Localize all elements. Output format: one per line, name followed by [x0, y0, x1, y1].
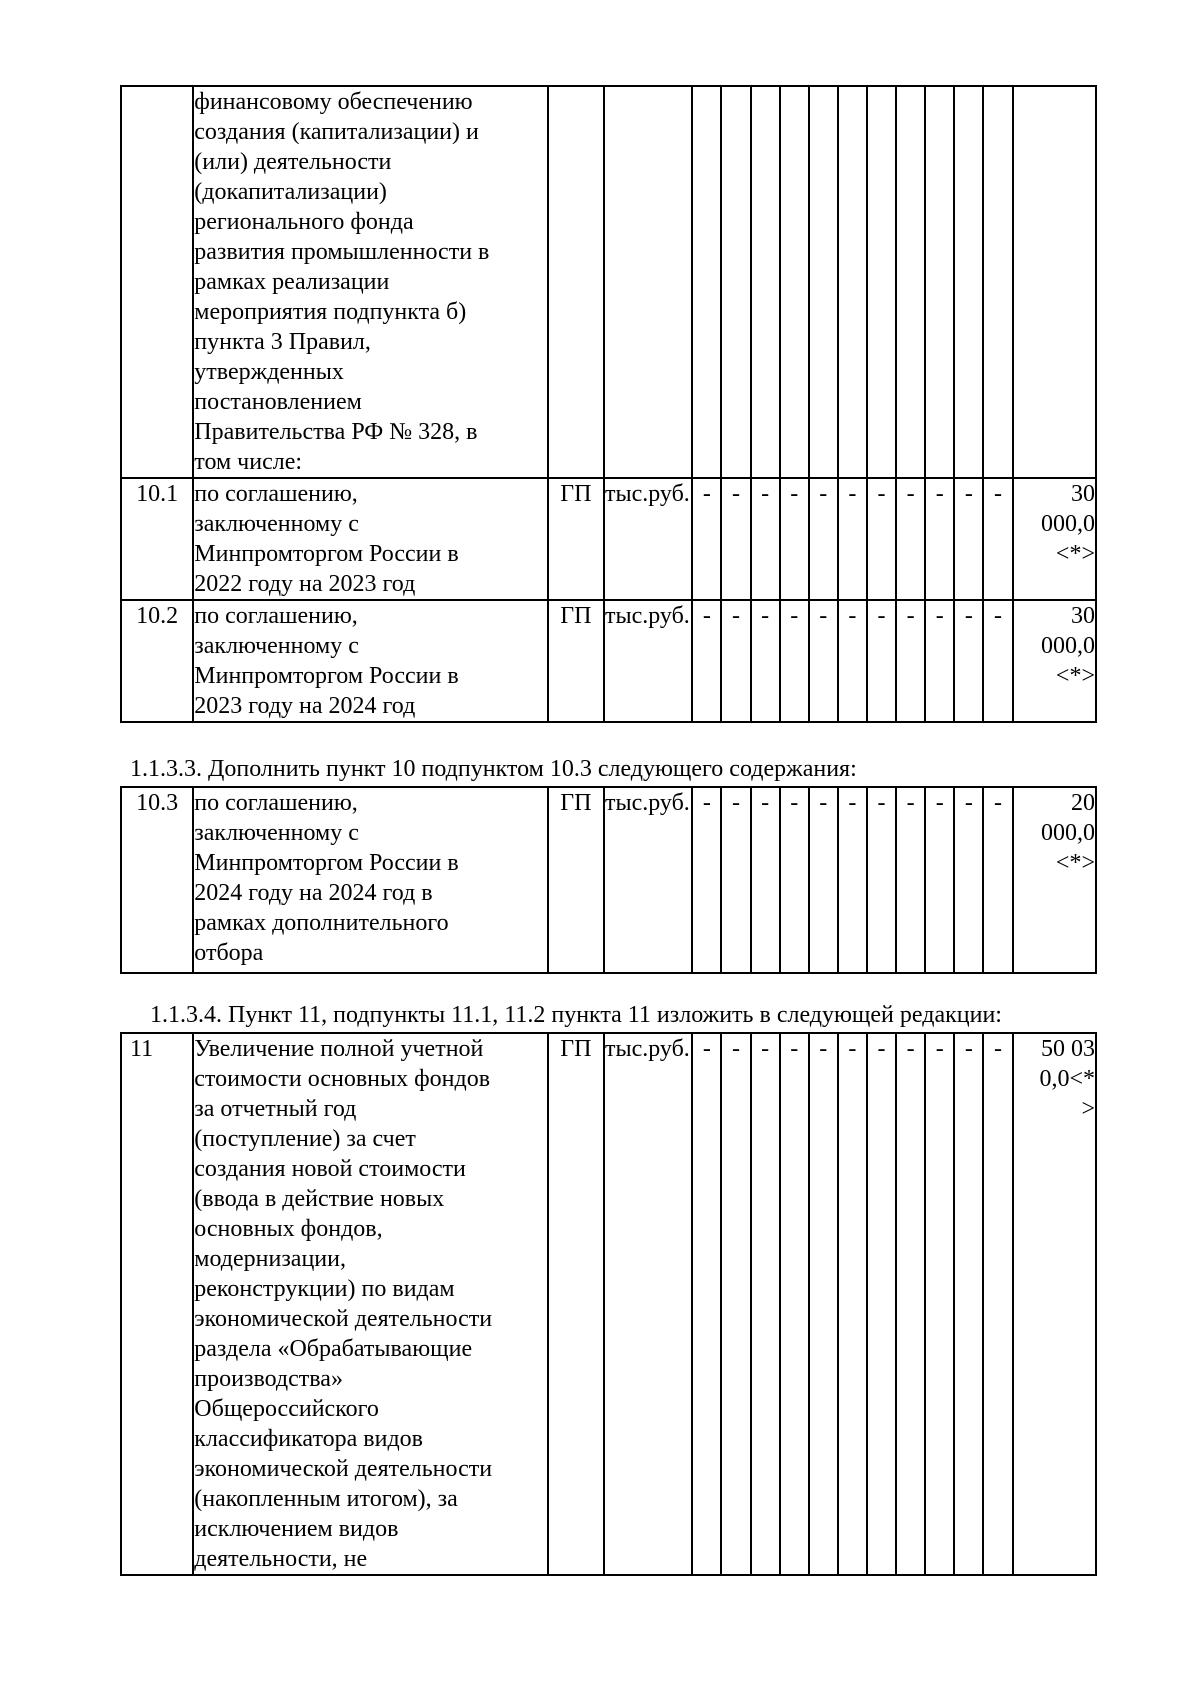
year-value-cell: -	[896, 787, 925, 973]
text-line: заключенному с	[194, 511, 359, 537]
text-line: производства»	[194, 1366, 343, 1392]
text-line: мероприятия подпункта б)	[194, 299, 467, 325]
text-line: заключенному с	[194, 820, 359, 846]
text-line: (поступление) за счет	[194, 1126, 416, 1152]
text-line: регионального фонда	[194, 209, 414, 235]
text-line: отбора	[194, 940, 264, 966]
row-number: 10.1	[121, 478, 193, 600]
text-line: 2024 году на 2024 год в	[194, 880, 433, 906]
year-value-cell: -	[721, 478, 750, 600]
text-line: модернизации,	[194, 1246, 346, 1272]
year-value-cell: -	[954, 600, 983, 722]
text-line: руб.	[648, 790, 690, 816]
year-value-cell: -	[925, 787, 954, 973]
row-number: 10.3	[121, 787, 193, 973]
year-value-cell: -	[780, 600, 809, 722]
text-line: <*>	[1055, 663, 1095, 689]
year-value-cell: -	[954, 787, 983, 973]
year-value-cell	[925, 86, 954, 478]
text-line: (накопленным итогом), за	[194, 1486, 458, 1512]
text-line: пункта 3 Правил,	[194, 329, 371, 355]
year-value-cell: -	[751, 1033, 780, 1575]
text-line: <*>	[1055, 850, 1095, 876]
year-value-cell: -	[983, 478, 1012, 600]
text-line: Минпромторгом России в	[194, 663, 459, 689]
text-line: >	[1081, 1096, 1095, 1122]
year-value-cell: -	[925, 600, 954, 722]
year-value-cell: -	[983, 600, 1012, 722]
text-line: финансовому обеспечению	[194, 89, 473, 115]
row-number	[121, 86, 193, 478]
year-value-cell	[809, 86, 838, 478]
text-line: 30	[1071, 603, 1095, 629]
text-line: по соглашению,	[194, 481, 358, 507]
text-line: 30	[1071, 481, 1095, 507]
responsible-cell: ГП	[548, 787, 604, 973]
unit-cell	[604, 787, 692, 973]
table-10-3	[120, 786, 1097, 974]
row-number: 11	[121, 1033, 193, 1575]
year-value-cell: -	[692, 600, 721, 722]
row-description	[193, 86, 547, 478]
text-line: Общероссийского	[194, 1396, 379, 1422]
year-value-cell: -	[721, 787, 750, 973]
table-row	[121, 478, 1096, 600]
text-line: 000,0	[1041, 820, 1095, 846]
text-line: создания новой стоимости	[194, 1156, 466, 1182]
text-line: основных фондов,	[194, 1216, 383, 1242]
year-value-cell: -	[867, 1033, 896, 1575]
row-description	[193, 478, 547, 600]
year-value-cell: -	[809, 600, 838, 722]
year-value-cell: -	[867, 478, 896, 600]
year-value-cell: -	[838, 600, 867, 722]
text-line: (ввода в действие новых	[194, 1186, 445, 1212]
instruction-10-3: 1.1.3.3. Дополнить пункт 10 подпунктом 10.3 следующего содержания:	[130, 756, 857, 782]
text-line: руб.	[648, 603, 690, 629]
year-value-cell: -	[692, 478, 721, 600]
text-line: тыс.	[604, 603, 649, 629]
row-number: 10.2	[121, 600, 193, 722]
text-line: создания (капитализации) и	[194, 119, 479, 145]
text-line: 2023 году на 2024 год	[194, 693, 416, 719]
year-value-cell: -	[780, 1033, 809, 1575]
year-value-cell	[954, 86, 983, 478]
text-line: 0,0<*	[1039, 1066, 1095, 1092]
responsible-cell	[548, 86, 604, 478]
table-row	[121, 787, 1096, 973]
year-value-cell: -	[721, 600, 750, 722]
year-value-cell: -	[954, 1033, 983, 1575]
year-value-cell: -	[896, 478, 925, 600]
year-value-cell	[751, 86, 780, 478]
year-value-cell: -	[780, 478, 809, 600]
text-line: 000,0	[1041, 633, 1095, 659]
table-continued	[120, 85, 1097, 723]
text-line: реконструкции) по видам	[194, 1276, 455, 1302]
row-description	[193, 600, 547, 722]
year-value-cell: -	[896, 600, 925, 722]
text-line: стоимости основных фондов	[194, 1066, 491, 1092]
year-value-cell: -	[983, 1033, 1012, 1575]
text-line: руб.	[648, 481, 690, 507]
text-line: <*>	[1055, 541, 1095, 567]
text-line: экономической деятельности	[194, 1456, 493, 1482]
unit-cell	[604, 478, 692, 600]
text-line: экономической деятельности	[194, 1306, 493, 1332]
year-value-cell	[867, 86, 896, 478]
table-item-11	[120, 1032, 1097, 1576]
total-value-cell	[1013, 86, 1096, 478]
year-value-cell	[896, 86, 925, 478]
text-line: Правительства РФ № 328, в	[194, 419, 478, 445]
year-value-cell: -	[983, 787, 1012, 973]
text-line: постановлением	[194, 389, 362, 415]
text-line: исключением видов	[194, 1516, 399, 1542]
text-line: Увеличение полной учетной	[194, 1036, 484, 1062]
text-line: тыс.	[604, 1036, 649, 1062]
year-value-cell: -	[867, 787, 896, 973]
year-value-cell	[692, 86, 721, 478]
year-value-cell: -	[809, 787, 838, 973]
total-value-cell	[1013, 1033, 1096, 1575]
year-value-cell: -	[954, 478, 983, 600]
year-value-cell: -	[780, 787, 809, 973]
year-value-cell	[983, 86, 1012, 478]
text-line: по соглашению,	[194, 603, 358, 629]
year-value-cell: -	[838, 478, 867, 600]
year-value-cell: -	[809, 478, 838, 600]
year-value-cell: -	[751, 478, 780, 600]
responsible-cell: ГП	[548, 600, 604, 722]
responsible-cell: ГП	[548, 478, 604, 600]
text-line: заключенному с	[194, 633, 359, 659]
year-value-cell: -	[925, 1033, 954, 1575]
text-line: том числе:	[194, 449, 303, 475]
text-line: руб.	[648, 1036, 690, 1062]
unit-cell	[604, 600, 692, 722]
text-line: (или) деятельности	[194, 149, 392, 175]
year-value-cell: -	[751, 787, 780, 973]
text-line: 000,0	[1041, 511, 1095, 537]
total-value-cell	[1013, 787, 1096, 973]
year-value-cell: -	[751, 600, 780, 722]
text-line: деятельности, не	[194, 1546, 368, 1572]
year-value-cell: -	[692, 787, 721, 973]
row-description	[193, 1033, 547, 1575]
text-line: (докапитализации)	[194, 179, 387, 205]
year-value-cell: -	[925, 478, 954, 600]
text-line: рамках дополнительного	[194, 910, 449, 936]
year-value-cell: -	[867, 600, 896, 722]
year-value-cell	[721, 86, 750, 478]
total-value-cell	[1013, 478, 1096, 600]
year-value-cell	[780, 86, 809, 478]
table-row	[121, 1033, 1096, 1575]
text-line: рамках реализации	[194, 269, 390, 295]
text-line: 50 03	[1041, 1036, 1095, 1062]
total-value-cell	[1013, 600, 1096, 722]
year-value-cell: -	[721, 1033, 750, 1575]
responsible-cell: ГП	[548, 1033, 604, 1575]
text-line: утвержденных	[194, 359, 344, 385]
unit-cell	[604, 86, 692, 478]
text-line: классификатора видов	[194, 1426, 423, 1452]
year-value-cell	[838, 86, 867, 478]
year-value-cell: -	[692, 1033, 721, 1575]
text-line: за отчетный год	[194, 1096, 357, 1122]
year-value-cell: -	[838, 1033, 867, 1575]
unit-cell	[604, 1033, 692, 1575]
text-line: тыс.	[604, 481, 649, 507]
text-line: тыс.	[604, 790, 649, 816]
text-line: развития промышленности в	[194, 239, 490, 265]
year-value-cell: -	[896, 1033, 925, 1575]
table-row	[121, 600, 1096, 722]
instruction-item-11: 1.1.3.4. Пункт 11, подпункты 11.1, 11.2 пункта 11 изложить в следующей редакции:	[150, 1002, 1002, 1028]
row-description	[193, 787, 547, 973]
year-value-cell: -	[838, 787, 867, 973]
year-value-cell: -	[809, 1033, 838, 1575]
table-row	[121, 86, 1096, 478]
text-line: 2022 году на 2023 год	[194, 571, 416, 597]
text-line: Минпромторгом России в	[194, 850, 459, 876]
text-line: Минпромторгом России в	[194, 541, 459, 567]
text-line: по соглашению,	[194, 790, 358, 816]
text-line: 20	[1071, 790, 1095, 816]
text-line: раздела «Обрабатывающие	[194, 1336, 473, 1362]
